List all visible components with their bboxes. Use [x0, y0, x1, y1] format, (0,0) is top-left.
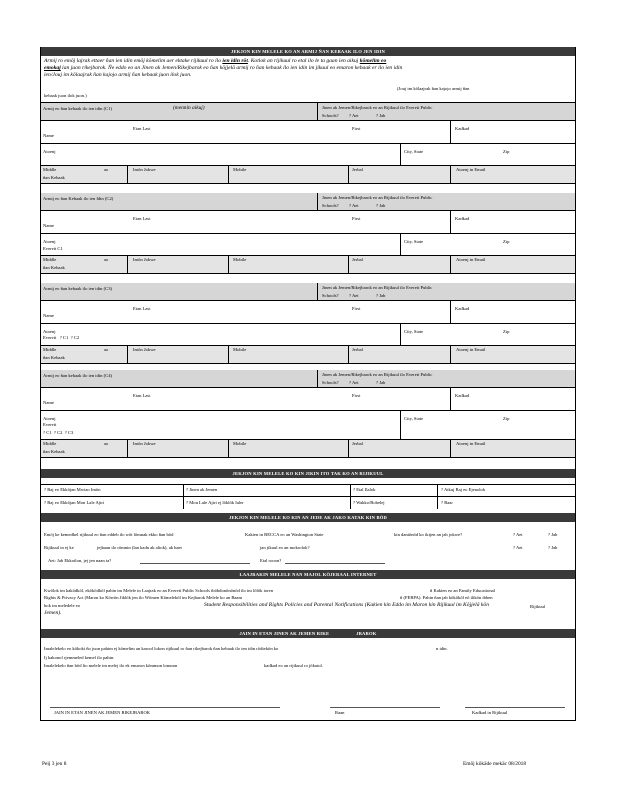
- phone-row-bg: [41, 440, 575, 457]
- divider: [127, 439, 128, 457]
- address-label: Atoenj: [43, 149, 56, 154]
- kadkad-label: Kadkad: [455, 216, 470, 221]
- ferpa-line4: Jemen).: [44, 610, 62, 616]
- school-option[interactable]: ? Jinen ak Jemen: [186, 487, 218, 492]
- divider: [41, 300, 575, 301]
- nan-kebaak-label: ñan Kebaak: [43, 265, 65, 270]
- zip-label: Zip: [503, 416, 510, 421]
- divider: [228, 255, 229, 273]
- services-q3: Aet: Jab Ekkotlon, jej jen naan ta?: [48, 558, 112, 563]
- school-option-label: Baar: [444, 500, 453, 505]
- jab-label: Jab: [379, 293, 386, 298]
- address-label: Atoenj: [43, 329, 56, 334]
- divider: [127, 255, 128, 273]
- email-label: Atoenj in Email: [456, 257, 486, 262]
- last-name-label: Etan Last: [133, 126, 151, 131]
- services-q2-jab[interactable]: ? Jab: [548, 545, 558, 550]
- intro-line1d: kōmelim eo: [359, 58, 387, 64]
- divider: [400, 323, 401, 345]
- work-label: Jerbal: [352, 347, 363, 352]
- divider: [41, 143, 575, 144]
- divider: [41, 210, 575, 211]
- contact-title: Armij eo ñan kebaak ilo ien idin (C3): [43, 286, 113, 291]
- mobile-label: Mobile: [233, 441, 247, 446]
- first-name-label: First: [352, 306, 361, 311]
- intro-line3b: (Jouj im kōlaajrak ñan kajojo armij ñan: [397, 86, 470, 91]
- city-state-label: City, State: [404, 149, 424, 154]
- divider: [127, 345, 128, 363]
- divider: [41, 323, 575, 324]
- name-label: Name: [43, 313, 54, 318]
- divider: [348, 255, 349, 273]
- last-name-label: Etan Last: [133, 393, 151, 398]
- ao-label: ao: [104, 167, 109, 172]
- parent-jab-checkbox[interactable]: ? Jab: [376, 380, 386, 385]
- ao-label: ao: [104, 257, 109, 262]
- address-label: Atoenj: [43, 239, 56, 244]
- jab-label: Jab: [379, 380, 386, 385]
- services-q3b-line[interactable]: [285, 563, 385, 564]
- jab-label: Jab: [379, 113, 386, 118]
- divider: [450, 255, 451, 273]
- aet-label: Aet: [351, 113, 359, 118]
- email-label: Atoenj in Email: [456, 347, 486, 352]
- name-label: Name: [43, 400, 54, 405]
- intro-line3: ien/Jouj im kōlaajrak ñan kajojo armij ñan kebaak juon ilok juon.: [44, 72, 192, 78]
- address-label: Atoenj: [43, 416, 56, 421]
- divider: [41, 457, 575, 458]
- middle-label: Middle: [43, 347, 57, 352]
- last-name-label: Etan Last: [133, 216, 151, 221]
- home-phone-label: Imōn Jokwe: [133, 167, 156, 172]
- section-header-school: JEKJON KIN MELELE KO KIN JIKIN ITO TAK KO AN RIJIKUUL: [41, 469, 575, 478]
- divider: [317, 370, 318, 387]
- divider: [41, 273, 575, 274]
- divider: [41, 233, 575, 234]
- home-phone-label: Imōn Jokwe: [133, 257, 156, 262]
- mobile-label: Mobile: [233, 347, 247, 352]
- services-q2: Rijikuul in ej ke: [44, 545, 74, 550]
- nan-kebaak-label: ñan Kebaak: [43, 175, 65, 180]
- name-label: Name: [43, 133, 54, 138]
- email-label: Atoenj in Email: [456, 441, 486, 446]
- ferpa-line1: Kwōlok im kakōdkōl, ekōkōdkōl pabin im Melele in Laajrak eo an Everett Public Schools ibōbdonōnōnōd ilo im lōlōk ioren: [44, 588, 274, 593]
- ferpa-line3b: Student Responsibilities and Rights Policies and Parental Notifications (Kakien kin Eddo im Maron kin Rijikuul im Kōjjelā kōn: [204, 602, 489, 608]
- first-name-label: First: [352, 126, 361, 131]
- divider: [450, 439, 451, 457]
- kadkad-label: Kadkad in Rijikuul: [472, 710, 508, 715]
- ao-label: ao: [104, 441, 109, 446]
- kadkad-label: Kadkad: [455, 306, 470, 311]
- parent-question: Jinen ak Jemen/Rikejbarok eo an Rijikuul ilo Everett Public: [322, 195, 433, 200]
- ferpa-line3: bok im meledele eo: [44, 603, 81, 608]
- divider: [348, 165, 349, 183]
- everett-label: Everett: [43, 422, 57, 427]
- middle-label: Middle: [43, 167, 57, 172]
- intro-line1b: ien idin rōt: [222, 58, 248, 64]
- aet-label: Aet: [515, 545, 523, 550]
- schools-label: Schools?: [322, 293, 339, 298]
- aet-label: Aet: [351, 380, 359, 385]
- middle-label: Middle: [43, 257, 57, 262]
- phone-row-bg: [41, 346, 575, 363]
- services-q1c: kin daniōnōd ko ikijen an jab jokwe?: [394, 532, 463, 537]
- divider: [228, 165, 229, 183]
- divider: [317, 283, 318, 300]
- divider: [450, 165, 451, 183]
- signature-line[interactable]: [50, 707, 280, 708]
- everett-options[interactable]: ? C1 ? C2 ? C3: [43, 430, 74, 435]
- c2-label: C2: [57, 430, 63, 435]
- ferpa-line2: Rights & Privacy Act (Maron ko Kōrrōn Jiklōk jen ilo Wōmen Kōmelekōl im Kejbarok Melele ko an Baam: [44, 595, 243, 600]
- nan-kebaak-label: ñan Kebaak: [43, 355, 65, 360]
- divider: [41, 387, 575, 388]
- parent-question: Jinen ak Jemen/Rikejbarok eo an Rijikuul ilo Everett Public: [322, 285, 433, 290]
- section-header-parents: JEKJON KIN MELELE KO AN ARMIJ ÑAN KEBAAK ILO JEN IDIN: [41, 47, 575, 56]
- services-q2b: jejbaan ilo rōmnin (lan kadu ak altok), ak baer: [97, 545, 183, 550]
- school-option[interactable]: ? Baar: [441, 500, 453, 505]
- section-header-signature: JAIN IN ETAN JINEN AK JEMEN RIKE JBAROK: [41, 629, 575, 638]
- email-label: Atoenj in Email: [456, 167, 486, 172]
- phone-row-bg: [41, 256, 575, 273]
- intro-line2b: ian juon rikejbarok. Ñe eddo eo an Jinen ak Jemen/Rikejbarok eo ñan kōjjelā armij ro ñan kebaak ilo ien idin im jikuul eo emaron kebaak er ilo ien idin: [60, 65, 403, 71]
- home-phone-label: Imōn Jokwe: [133, 441, 156, 446]
- kadkad-line[interactable]: [465, 707, 565, 708]
- school-option-label: Wakko/Bobelej: [356, 500, 385, 505]
- middle-label: Middle: [43, 441, 57, 446]
- ao-label: ao: [104, 347, 109, 352]
- sig-line3b: kadkad eo an rijikuul ro jōkatol.: [264, 663, 323, 668]
- schools-label: Schools?: [322, 380, 339, 385]
- date-line[interactable]: [330, 707, 440, 708]
- services-q2-aet[interactable]: ? Aet: [513, 545, 523, 550]
- divider: [41, 410, 575, 411]
- divider: [450, 300, 451, 323]
- school-option-label: Baj eo Ekkōjan Mwiao Imōn: [47, 487, 101, 492]
- divider: [450, 387, 451, 410]
- contact-title: Armij eo ñan kebaak ilo ien idin (C4): [43, 373, 113, 378]
- aet-label: Aet: [351, 203, 359, 208]
- divider: [228, 439, 229, 457]
- school-option[interactable]: ? Wakko/Bobelej: [353, 500, 385, 505]
- kadkad-label: Kadkad: [455, 126, 470, 131]
- mobile-label: Mobile: [233, 167, 247, 172]
- school-option-label: Etal Ilalok: [356, 487, 376, 492]
- divider: [400, 410, 401, 439]
- sig-line3: Imalelekelo ñan bōd lio melele im melej ilo ek emaron kōmmon lomnon: [44, 663, 178, 668]
- school-option[interactable]: ? Etal Ilalok: [353, 487, 376, 492]
- divider: [228, 345, 229, 363]
- parent-jab-checkbox[interactable]: ? Jab: [376, 113, 386, 118]
- school-option-label: Mon Lale Ajiri ej lōklōk Ialer: [189, 500, 244, 505]
- jab-label: Jab: [551, 545, 558, 550]
- name-label: Name: [43, 223, 54, 228]
- city-state-label: City, State: [404, 416, 424, 421]
- sig-line1: Imalelekelo eo kōkoki ño juon pabim ej kōmelim an karool lokon rijikuul ro ñan rikejbarok ñan kebaak ilo ien idin rōdiekōn ko: [44, 646, 279, 651]
- divider: [183, 484, 184, 509]
- everett-label: Everett: [43, 335, 57, 340]
- school-option-label: Baj eo Ekkōjan Mon Lale Ajiri: [47, 500, 105, 505]
- home-phone-label: Imōn Jokwe: [133, 347, 156, 352]
- mobile-label: Mobile: [233, 257, 247, 262]
- work-label: Jerbal: [352, 167, 363, 172]
- divider: [350, 484, 351, 509]
- sig-line1b: n idin.: [436, 646, 448, 651]
- services-q3-line[interactable]: [140, 563, 250, 564]
- section-header-services: JEKJON KIN MELELE KO KIN AN JEDE AK JAKO KATAK KIN BŌD: [41, 513, 575, 522]
- sig-label: JAIN IN ETAN JINEN AK JEMEN RIKEJBAROK: [54, 710, 151, 715]
- services-q1-aet[interactable]: ? Aet: [513, 532, 523, 537]
- parent-aet-checkbox[interactable]: ? Aet: [349, 380, 359, 385]
- parent-aet-checkbox[interactable]: ? Aet: [349, 203, 359, 208]
- first-name-label: First: [352, 216, 361, 221]
- ferpa-line2b: ñ (FERPA). Pabin ñan jab kōkōkōl eō ilikōn ibben: [400, 595, 493, 600]
- divider: [400, 233, 401, 255]
- parent-jab-checkbox[interactable]: ? Jab: [376, 293, 386, 298]
- sig-line2: Ij kakonol rjemmeled kemel ilo pabin.: [44, 655, 115, 660]
- parent-question: Jinen ak Jemen/Rikejbarok eo an Rijikuul ilo Everett Public: [322, 105, 433, 110]
- c3-label: C3: [67, 430, 74, 435]
- parent-question: Jinen ak Jemen/Rikejbarok eo an Rijikuul ilo Everett Public: [322, 372, 433, 377]
- services-q1b: Kakien in BECCA eo an Washington State: [245, 532, 324, 537]
- divider: [41, 496, 575, 497]
- intro-line2a: emokaj: [44, 65, 61, 71]
- jab-label: Jab: [551, 532, 558, 537]
- divider: [450, 345, 451, 363]
- aet-label: Aet: [515, 532, 523, 537]
- first-name-label: First: [352, 393, 361, 398]
- zip-label: Zip: [503, 239, 510, 244]
- nan-kebaak-label: ñan Kebaak: [43, 449, 65, 454]
- work-label: Jerbal: [352, 257, 363, 262]
- divider: [41, 183, 575, 184]
- page-number: Peij 3 jen 8: [42, 761, 67, 767]
- intro-line1a: Armij ro emōj lajrak ettaer ñan ien idin emōj kōmelim aer ektake rijikuul ro ilo: [44, 58, 223, 64]
- zip-label: Zip: [503, 149, 510, 154]
- intro-line4: kebaak juon ilok juon.): [44, 93, 87, 98]
- contact-title: Armij eo ñan Kebaak ilo ien Idin (C2): [43, 196, 114, 201]
- work-label: Jerbal: [352, 441, 363, 446]
- c2-label: C2: [73, 335, 80, 340]
- contact-title: Armij eo ñan kebaak ilo ien idin (C1): [43, 106, 113, 111]
- c1-label: C1: [62, 335, 69, 340]
- divider: [127, 165, 128, 183]
- divider: [41, 484, 575, 485]
- divider: [348, 345, 349, 363]
- everett-options[interactable]: Everett ? C1 ? C2: [43, 335, 80, 340]
- section-header-ferpa: LAAJRAKIN MELELE NAN MAJOL KŌJERAAL INTERNET: [41, 570, 575, 579]
- ferpa-line1b: ñ Kakien eo an Family Educational: [430, 588, 495, 593]
- kadkad-label: Kadkad: [455, 393, 470, 398]
- school-option[interactable]: ? Baj eo Ekkōjan Mwiao Imōn: [44, 487, 101, 492]
- services-q1: Emōj ke kemedkel rijikuul eo ñan eddeb ilo wōt lōmnak ekko ñan bōd: [44, 532, 174, 537]
- divider: [41, 363, 575, 364]
- everett-c1-label: Everett C1: [43, 246, 63, 251]
- divider: [41, 120, 575, 121]
- parent-jab-checkbox[interactable]: ? Jab: [376, 203, 386, 208]
- revision-date: Emōj kōkāde mekāc 08/2018: [463, 761, 527, 767]
- aet-label: Aet: [351, 293, 359, 298]
- c1-label: C1: [46, 430, 52, 435]
- services-q3b: Etal rooon?: [260, 558, 282, 563]
- intro-text: [44, 58, 574, 79]
- ferpa-line3c: Rijikuul: [530, 604, 546, 609]
- divider: [450, 120, 451, 143]
- divider: [450, 210, 451, 233]
- schools-label: Schools?: [322, 113, 339, 118]
- city-state-label: City, State: [404, 239, 424, 244]
- divider: [437, 484, 438, 509]
- last-name-label: Etan Last: [133, 306, 151, 311]
- parent-aet-checkbox[interactable]: ? Aet: [349, 113, 359, 118]
- school-option-label: Aikuj Baj eo Ejenolok: [443, 487, 486, 492]
- services-q1-jab[interactable]: ? Jab: [548, 532, 558, 537]
- school-option[interactable]: ? Aikuj Baj eo Ejenolok: [441, 487, 486, 492]
- city-state-label: City, State: [404, 329, 424, 334]
- divider: [348, 439, 349, 457]
- schools-label: Schools?: [322, 203, 339, 208]
- school-option-label: Jinen ak Jemen: [189, 487, 218, 492]
- parent-aet-checkbox[interactable]: ? Aet: [349, 293, 359, 298]
- jab-label: Jab: [379, 203, 386, 208]
- divider: [317, 193, 318, 210]
- contact-hint: (mennin aikuj): [173, 105, 205, 111]
- divider: [400, 143, 401, 165]
- services-q2c: jan jikuul eo an mokrolok?: [260, 545, 310, 550]
- intro-line1c: . Kotlok an rijikuul ro etal ilo le ta gaan ien aikuj: [247, 58, 360, 64]
- school-option[interactable]: ? Baj eo Ekkōjan Mon Lale Ajiri: [44, 500, 105, 505]
- phone-row-bg: [41, 166, 575, 183]
- date-label: Raan: [335, 710, 345, 715]
- zip-label: Zip: [503, 329, 510, 334]
- divider: [317, 103, 318, 120]
- school-option[interactable]: ? Mon Lale Ajiri ej lōklōk Ialer: [186, 500, 244, 505]
